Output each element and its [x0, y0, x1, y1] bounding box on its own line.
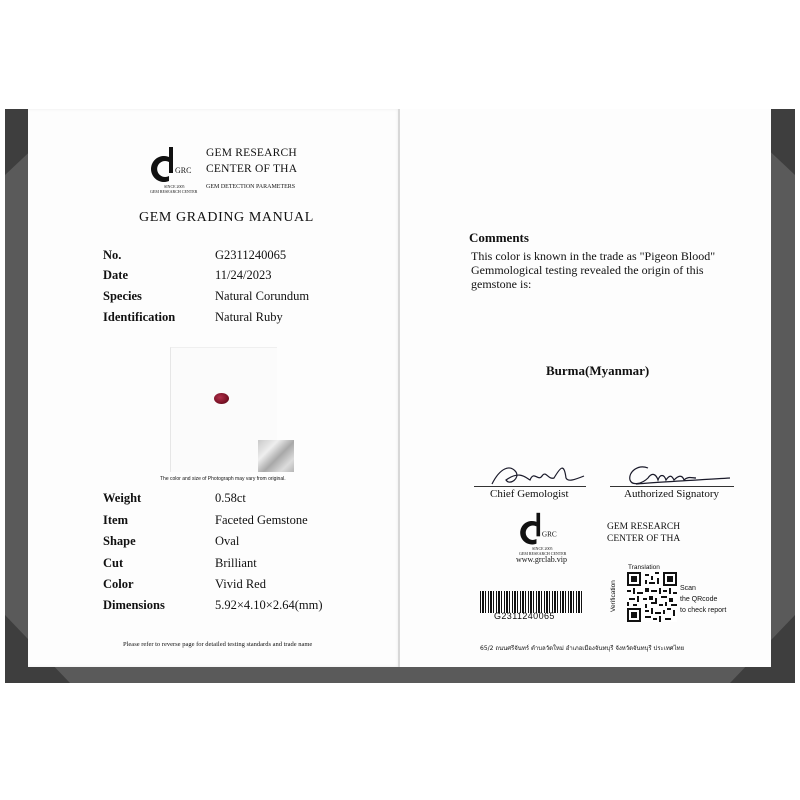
grc-logo-icon — [517, 511, 565, 549]
barcode — [480, 591, 583, 613]
org-name-line2: CENTER OF THA — [607, 534, 681, 544]
org-name-line2: CENTER OF THA — [206, 163, 298, 175]
field-label: Color — [103, 577, 134, 591]
footer-note: Please refer to reverse page for detailed testing standards and trade name — [123, 641, 313, 648]
qr-instruction-line: the QRcode — [680, 596, 718, 603]
org-name-line1: GEM RESEARCH — [607, 522, 681, 532]
field-value: Natural Corundum — [215, 289, 310, 303]
comments-line: gemstone is: — [471, 277, 532, 291]
field-value: Brilliant — [215, 556, 257, 570]
authorized-signatory-label: Authorized Signatory — [624, 488, 720, 500]
gem-photo — [170, 347, 277, 472]
qr-instruction-line: Scan — [680, 585, 696, 592]
comments-title: Comments — [469, 230, 529, 245]
hologram-sticker — [258, 440, 294, 472]
field-value: Oval — [215, 534, 240, 548]
field-value: 0.58ct — [215, 491, 246, 505]
logo-since: SINCE 2005 — [164, 184, 185, 189]
website: www.grclab.vip — [516, 555, 568, 564]
barcode-number: G2311240065 — [494, 611, 555, 621]
signature-line — [474, 486, 586, 487]
field-label: No. — [103, 248, 122, 262]
ruby-gem — [214, 393, 229, 404]
field-label: Shape — [103, 534, 136, 548]
grc-logo-right — [517, 511, 565, 556]
qr-instruction — [680, 583, 726, 616]
field-label: Cut — [103, 556, 124, 570]
svg-text:GRC: GRC — [541, 530, 557, 539]
qr-code[interactable] — [627, 572, 677, 622]
field-value: G2311240065 — [215, 248, 287, 262]
photo-caption: The color and size of Photograph may vary from original. — [160, 476, 286, 482]
verification-label: Verification — [610, 580, 617, 612]
field-value: Faceted Gemstone — [215, 513, 308, 527]
comments-line: This color is known in the trade as "Pigeon Blood" — [471, 249, 716, 263]
field-label: Date — [103, 268, 128, 282]
logo-center: GEM RESEARCH CENTER — [150, 189, 198, 194]
comments-line: Gemmological testing revealed the origin of this — [471, 263, 704, 277]
qr-instruction-line: to check report — [680, 607, 727, 614]
field-value: Vivid Red — [215, 577, 266, 591]
origin-result: Burma(Myanmar) — [546, 363, 650, 378]
page-fold — [398, 109, 400, 667]
field-value: 5.92×4.10×2.64(mm) — [215, 598, 323, 612]
logo-since: SINCE 2005 — [532, 546, 553, 551]
chief-gemologist-label: Chief Gemologist — [490, 488, 569, 500]
field-value: 11/24/2023 — [215, 268, 272, 282]
field-label: Dimensions — [103, 598, 165, 612]
org-name-line1: GEM RESEARCH — [206, 147, 297, 159]
translation-label: Translation — [628, 564, 660, 571]
field-value: Natural Ruby — [215, 310, 283, 324]
grc-logo-icon — [150, 145, 198, 187]
logo-center: GEM RESEARCH CENTER — [519, 551, 567, 556]
field-label: Identification — [103, 310, 176, 324]
field-label: Species — [103, 289, 142, 303]
signature-line — [610, 486, 734, 487]
field-label: Item — [103, 513, 128, 527]
field-label: Weight — [103, 491, 142, 505]
svg-text:GRC: GRC — [175, 166, 192, 175]
document-title: GEM GRADING MANUAL — [139, 210, 314, 225]
grc-logo — [150, 145, 198, 195]
org-subtitle: GEM DETECTION PARAMETERS — [206, 184, 296, 190]
address: 65/2 ถนนศรีจันทร์ ตำบลวัดใหม่ อำเภอเมืองจันทบุรี จังหวัดจันทบุรี ประเทศไทย — [480, 645, 685, 652]
